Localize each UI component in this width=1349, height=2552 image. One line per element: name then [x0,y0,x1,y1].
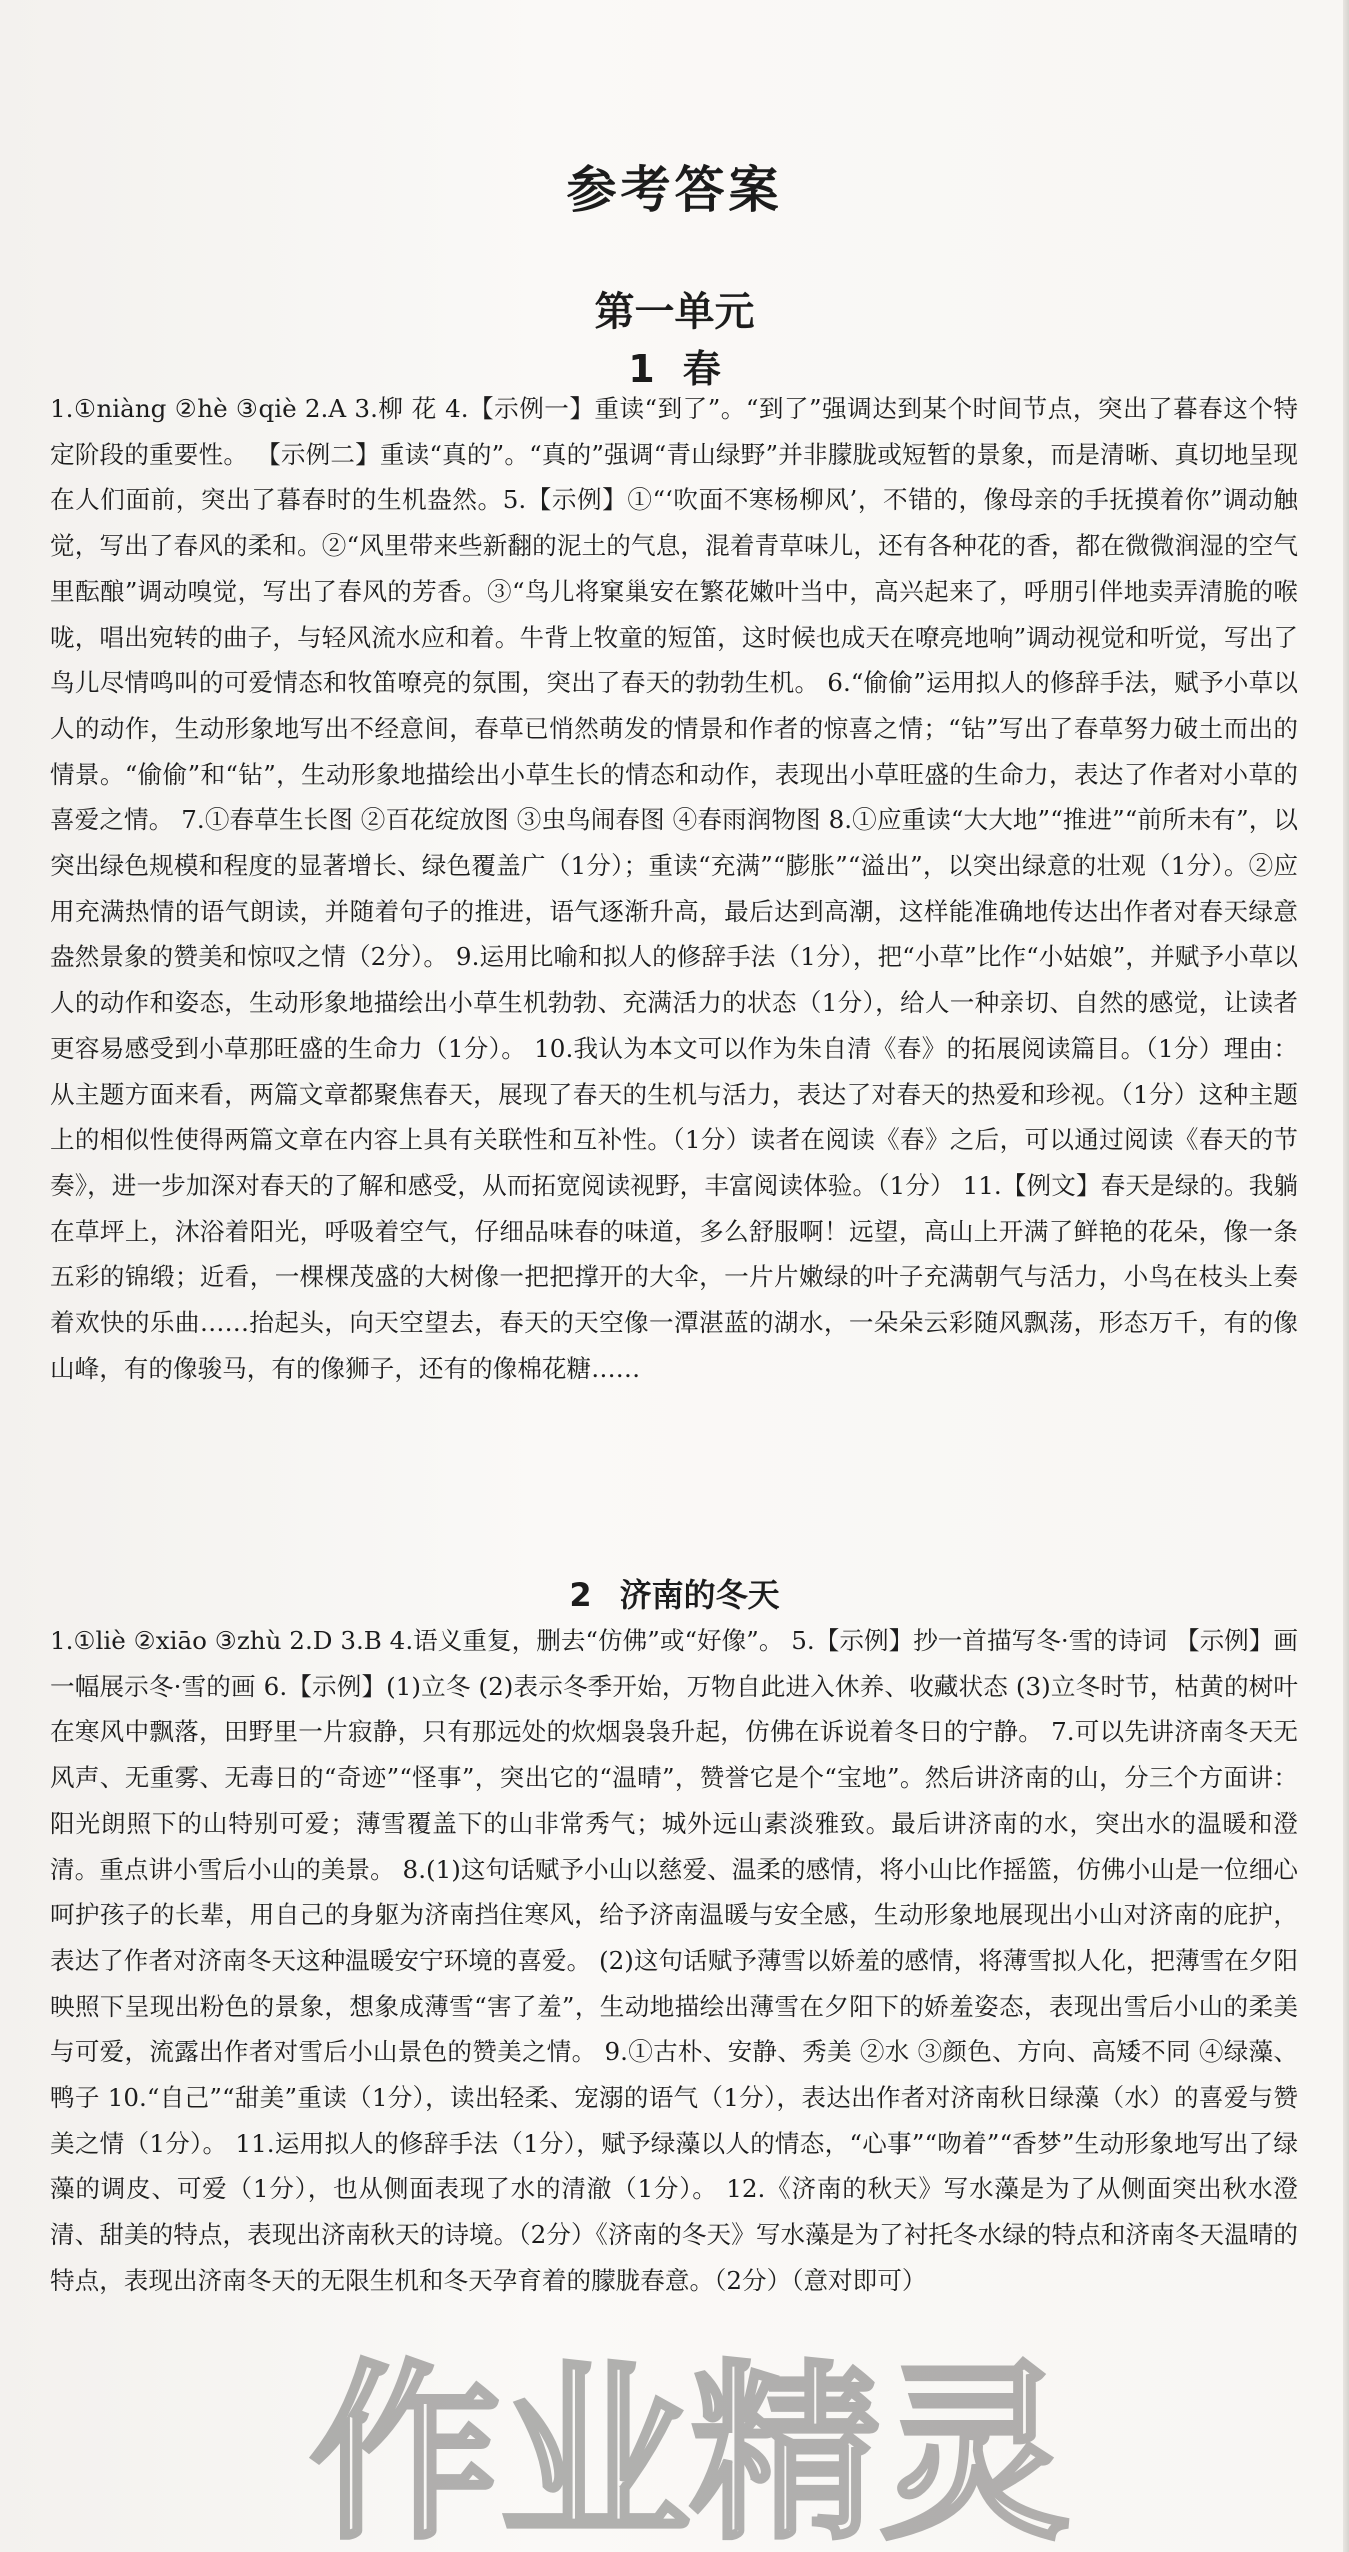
lesson-1-heading [0,338,1349,393]
unit-title: 第一单元 [594,289,755,335]
lesson-2-answers: 1.①liè ②xiāo ③zhù 2.D 3.B 4.语义重复，删去“仿佛”或“好像”。 5.【示例】抄一首描写冬·雪的诗词 【示例】画一幅展示冬·雪的画 6.【示例】(1)立冬 (2)表示冬季开始，万物自此进入休养、收藏状态 (3)立冬时节，枯黄的树叶在寒风中飘落，田野里一片寂静，只有那远处的炊烟袅袅升起，仿佛在诉说着冬日的宁静。 7.可以先讲济南冬天无风声、无重雾、无毒日的“奇迹”“怪事”，突出它的“温晴”，赞誉它是个“宝地”。然后讲济南的山，分三个方面讲：阳光朗照下的山特别可爱；薄雪覆盖下的山非常秀气；城外远山素淡雅致。最后讲济南的水，突出水的温暖和澄清。重点讲小雪后小山的美景。 8.(1)这句话赋予小山以慈爱、温柔的感情，将小山比作摇篮，仿佛小山是一位细心呵护孩子的长辈，用自己的身躯为济南挡住寒风，给予济南温暖与安全感，生动形象地展现出小山对济南的庇护，表达了作者对济南冬天这种温暖安宁环境的喜爱。 (2)这句话赋予薄雪以娇羞的感情，将薄雪拟人化，把薄雪在夕阳映照下呈现出粉色的景象，想象成薄雪“害了羞”，生动地描绘出薄雪在夕阳下的娇羞姿态，表现出雪后小山的柔美与可爱，流露出作者对雪后小山景色的赞美之情。 9.①古朴、安静、秀美 ②水 ③颜色、方向、高矮不同 ④绿藻、鸭子 10.“自己”“甜美”重读（1分），读出轻柔、宠溺的语气（1分），表达出作者对济南秋日绿藻（水）的喜爱与赞美之情（1分）。 11.运用拟人的修辞手法（1分），赋予绿藻以人的情态，“心事”“吻着”“香梦”生动形象地写出了绿藻的调皮、可爱（1分），也从侧面表现了水的清澈（1分）。 12.《济南的秋天》写水藻是为了从侧面突出秋水澄清、甜美的特点，表现出济南秋天的诗境。（2分）《济南的冬天》写水藻是为了衬托冬水绿的特点和济南冬天温晴的特点，表现出济南冬天的无限生机和冬天孕育着的朦胧春意。（2分）（意对即可） [50,1626,1298,2295]
lesson-title: 济南的冬天 [619,1576,780,1614]
lesson-number: 2 [569,1576,592,1614]
lesson-2-heading [0,1570,1349,1616]
lesson-title: 春 [682,347,721,391]
page-title: 参考答案 [566,161,783,219]
lesson-1-answers: 1.①niàng ②hè ③qiè 2.A 3.柳 花 4.【示例一】重读“到了”。“到了”强调达到某个时间节点，突出了暮春这个特定阶段的重要性。 【示例二】重读“真的”。“真的”强调“青山绿野”并非朦胧或短暂的景象，而是清晰、真切地呈现在人们面前，突出了暮春时的生机盎然。5.【示例】①“‘吹面不寒杨柳风’，不错的，像母亲的手抚摸着你”调动触觉，写出了春风的柔和。②“风里带来些新翻的泥土的气息，混着青草味儿，还有各种花的香，都在微微润湿的空气里酝酿”调动嗅觉，写出了春风的芳香。③“鸟儿将窠巢安在繁花嫩叶当中，高兴起来了，呼朋引伴地卖弄清脆的喉咙，唱出宛转的曲子，与轻风流水应和着。牛背上牧童的短笛，这时候也成天在嘹亮地响”调动视觉和听觉，写出了鸟儿尽情鸣叫的可爱情态和牧笛嘹亮的氛围，突出了春天的勃勃生机。 6.“偷偷”运用拟人的修辞手法，赋予小草以人的动作，生动形象地写出不经意间，春草已悄然萌发的情景和作者的惊喜之情；“钻”写出了春草努力破土而出的情景。“偷偷”和“钻”，生动形象地描绘出小草生长的情态和动作，表现出小草旺盛的生命力，表达了作者对小草的喜爱之情。 7.①春草生长图 ②百花绽放图 ③虫鸟闹春图 ④春雨润物图 8.①应重读“大大地”“推进”“前所未有”，以突出绿色规模和程度的显著增长、绿色覆盖广（1分）；重读“充满”“膨胀”“溢出”，以突出绿意的壮观（1分）。②应用充满热情的语气朗读，并随着句子的推进，语气逐渐升高，最后达到高潮，这样能准确地传达出作者对春天绿意盎然景象的赞美和惊叹之情（2分）。 9.运用比喻和拟人的修辞手法（1分），把“小草”比作“小姑娘”，并赋予小草以人的动作和姿态，生动形象地描绘出小草生机勃勃、充满活力的状态（1分），给人一种亲切、自然的感觉，让读者更容易感受到小草那旺盛的生命力（1分）。 10.我认为本文可以作为朱自清《春》的拓展阅读篇目。（1分）理由：从主题方面来看，两篇文章都聚焦春天，展现了春天的生机与活力，表达了对春天的热爱和珍视。（1分）这种主题上的相似性使得两篇文章在内容上具有关联性和互补性。（1分）读者在阅读《春》之后，可以通过阅读《春天的节奏》，进一步加深对春天的了解和感受，从而拓宽阅读视野，丰富阅读体验。（1分） 11.【例文】春天是绿的。我躺在草坪上，沐浴着阳光，呼吸着空气，仔细品味春的味道，多么舒服啊！远望，高山上开满了鲜艳的花朵，像一条五彩的锦缎；近看，一棵棵茂盛的大树像一把把撑开的大伞，一片片嫩绿的叶子充满朝气与活力，小鸟在枝头上奏着欢快的乐曲……抬起头，向天空望去，春天的天空像一潭湛蓝的湖水，一朵朵云彩随风飘荡，形态万千，有的像山峰，有的像骏马，有的像狮子，还有的像棉花糖…… [50,394,1299,1383]
lesson-number: 1 [628,347,655,391]
watermark-logo [300,2330,1080,2550]
svg-text:作业精灵: 作业精灵 [309,2344,1071,2550]
